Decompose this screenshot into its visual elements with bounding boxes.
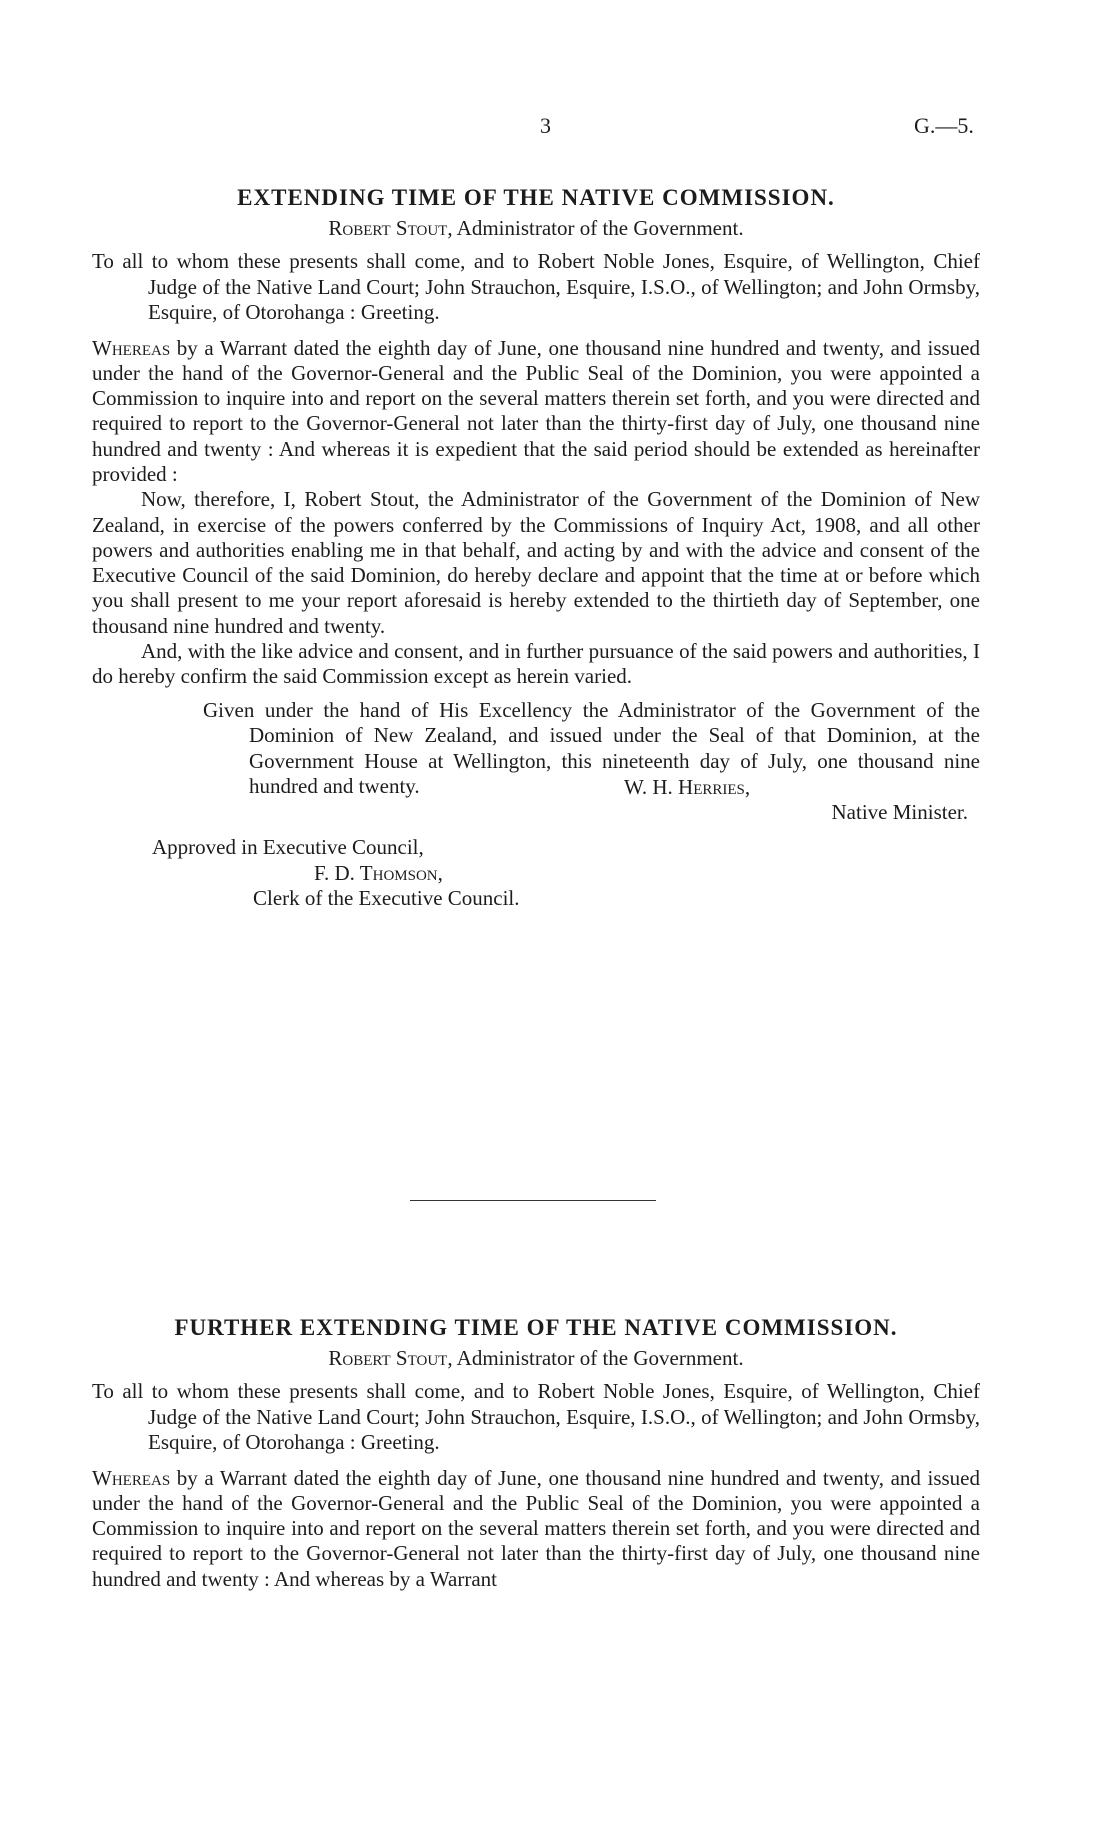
whereas-text: by a Warrant dated the eighth day of June, one thousand nine hundred and twenty, and issued under the hand of the Governor-General and the Public Seal of the Dominion, you were appointed a Commission to inquire into and report on the several matters therein set forth, and you were directed and required to report to the Governor-General not later than the thirty-first day of July, one thousand nine hundred and twenty : And whereas by a Warrant [92,1465,980,1591]
whereas-lead: Whereas [92,1465,171,1490]
clerk-name: F. D. Thomson, [314,860,443,885]
approval-block [152,835,980,912]
section-divider [410,1200,656,1201]
whereas-text: by a Warrant dated the eighth day of June, one thousand nine hundred and twenty, and issued under the hand of the Governor-General and the Public Seal of the Dominion, you were appointed a Commission to inquire into and report on the several matters therein set forth, and you were directed and required to report to the Governor-General not later than the thirty-first day of July, one thousand nine hundred and twenty : And whereas it is expedient that the said period should be extended as hereinafter provided : [92,335,980,486]
administrator-line [92,1343,980,1373]
section-title: EXTENDING TIME OF THE NATIVE COMMISSION. [237,185,835,210]
page-number: 3 [540,113,551,138]
commission-extension-section [92,183,980,912]
administrator-line [92,213,980,243]
administrator-name: Robert Stout [328,216,448,240]
whereas-lead: Whereas [92,335,171,360]
given-under-hand-paragraph: Given under the hand of His Excellency the Administrator of the Government of the Dominion of New Zealand, and issued under the Seal of that Dominion, at the Government House at Wellington, this nineteenth day of July, one thousand nine hundred and twenty. [203,697,980,799]
administrator-name: Robert Stout [328,1346,448,1370]
signatory-title: Native Minister. [831,799,968,824]
further-extension-section [92,1313,980,1592]
approved-line: Approved in Executive Council, [152,835,424,860]
administrator-role: , Administrator of the Government. [447,216,744,240]
document-reference: G.—5. [914,113,974,138]
address-paragraph: To all to whom these presents shall come, and to Robert Noble Jones, Esquire, of Wellington, Chief Judge of the Native Land Court; John Strauchon, Esquire, I.S.O., of Wellington; and John Ormsby, Esquire, of Otorohanga : Greeting. [92,1379,980,1454]
whereas-paragraph [92,1466,980,1592]
now-therefore-paragraph: Now, therefore, I, Robert Stout, the Administrator of the Government of the Dominion of New Zealand, in exercise of the powers conferred by the Commissions of Inquiry Act, 1908, and all other powers and authorities enabling me in that behalf, and acting by and with the advice and consent of the Executive Council of the said Dominion, do hereby declare and appoint that the time at or before which you shall present to me your report aforesaid is hereby extended to the thirtieth day of September, one thousand nine hundred and twenty. [92,487,980,638]
confirmation-paragraph: And, with the like advice and consent, and in further pursuance of the said powers and authorities, I do hereby confirm the said Commission except as herein varied. [92,639,980,689]
address-paragraph: To all to whom these presents shall come, and to Robert Noble Jones, Esquire, of Wellington, Chief Judge of the Native Land Court; John Strauchon, Esquire, I.S.O., of Wellington; and John Ormsby, Esquire, of Otorohanga : Greeting. [92,249,980,324]
clerk-title: Clerk of the Executive Council. [253,886,520,911]
section-title: FURTHER EXTENDING TIME OF THE NATIVE COMMISSION. [174,1315,898,1340]
administrator-role: , Administrator of the Government. [447,1346,744,1370]
signatory-name: W. H. Herries, [624,774,751,799]
whereas-paragraph [92,336,980,488]
